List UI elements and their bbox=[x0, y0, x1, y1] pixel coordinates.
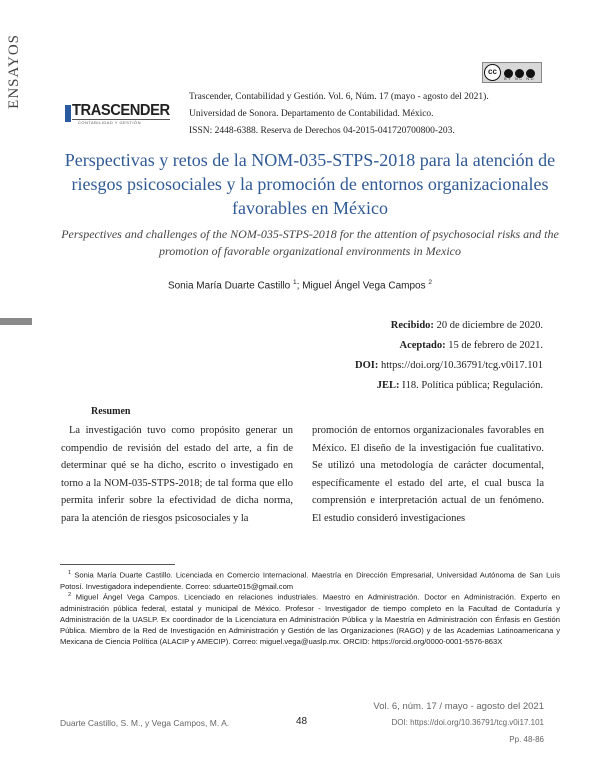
accepted-value: 15 de febrero de 2021. bbox=[448, 340, 543, 351]
footer-volume: Vol. 6, núm. 17 / mayo - agosto del 2021 bbox=[373, 701, 544, 712]
author-separator: ; bbox=[296, 280, 303, 292]
logo-tagline: CONTABILIDAD Y GESTIÓN bbox=[78, 120, 142, 125]
footnote-2-text: Miguel Ángel Vega Campos. Licenciado en relaciones industriales. Maestro en Administración. Doctor en Administración. Experto en administración pública federal, estatal y municipal de México. Profesor - Investigador de tiempo completo en la Facultad de Contaduría y Administración de la UASLP. Ex coordinador de la Licenciatura en Administración Pública y la Maestría en Administración con Énfasis en Gestión Pública. Miembro de la Red de Investigación en Administración y Gestión de las Organizaciones (RAGO) y de las Academias Latinoamericana y Mexicana de Ciencia Política (ALACIP y AMECIP). Correo: miguel.vega@uaslp.mx. ORCID: https://orcid.org/0000-0001-5576-863X bbox=[60, 592, 560, 646]
logo-mark-icon bbox=[65, 105, 71, 122]
doi-label: DOI: bbox=[355, 360, 379, 371]
jel-codes bbox=[377, 380, 543, 391]
license-icons bbox=[504, 65, 540, 75]
journal-info-line2: Universidad de Sonora. Departamento de Contabilidad. México. bbox=[189, 109, 434, 119]
received-label: Recibido: bbox=[390, 320, 434, 331]
page-number: 48 bbox=[296, 716, 308, 727]
section-marker bbox=[0, 318, 32, 325]
footer-doi[interactable]: DOI: https://doi.org/10.36791/tcg.v0i17.101 bbox=[391, 718, 544, 727]
footer-pages: Pp. 48-86 bbox=[509, 735, 544, 744]
cc-icon: cc bbox=[484, 64, 501, 81]
journal-info-line3: ISSN: 2448-6388. Reserva de Derechos 04-2015-041720700800-203. bbox=[189, 126, 455, 136]
footnote-divider bbox=[60, 564, 175, 565]
received-date bbox=[391, 320, 543, 331]
footer-citation: Duarte Castillo, S. M., y Vega Campos, M. A. bbox=[60, 718, 230, 728]
footnote-1-text: Sonia María Duarte Castillo. Licenciada en Comercio Internacional. Maestría en Dirección Empresarial, Universidad Autónoma de San Luis Potosí. Investigadora independiente. Correo: sduarte015@gmail.com bbox=[60, 570, 560, 591]
received-value: 20 de diciembre de 2020. bbox=[436, 320, 543, 331]
author-1: Sonia María Duarte Castillo bbox=[167, 280, 291, 292]
article-subtitle: Perspectives and challenges of the NOM-035-STPS-2018 for the attention of psychosocial risks and the promotion of favorable organizational environments in Mexico bbox=[61, 227, 559, 258]
license-badge[interactable] bbox=[482, 62, 542, 83]
abstract-column-2: promoción de entornos organizacionales favorables en México. El diseño de la investigación fue cualitativo. Se utilizó una metodología de carácter documental, específicamente el estado del arte, el cual busca la comprensión e interpretación actual de un fenómeno. El estudio consideró investigaciones bbox=[312, 425, 544, 524]
jel-value: I18. Política pública; Regulación. bbox=[402, 380, 543, 391]
section-label: ENSAYOS bbox=[6, 34, 22, 109]
abstract-heading: Resumen bbox=[91, 406, 131, 417]
journal-info-line1: Trascender, Contabilidad y Gestión. Vol. 6, Núm. 17 (mayo - agosto del 2021). bbox=[189, 92, 489, 102]
footnote-1 bbox=[60, 568, 560, 592]
accepted-date bbox=[400, 340, 543, 351]
author-2-footnote-ref[interactable]: 2 bbox=[428, 279, 433, 286]
article-title: Perspectivas y retos de la NOM-035-STPS-2018 para la atención de riesgos psicosociales y la promoción de entornos organizacionales favorables en México bbox=[64, 150, 556, 218]
footnote-2 bbox=[60, 590, 560, 647]
footnote-1-number: 1 bbox=[68, 570, 72, 576]
jel-label: JEL: bbox=[376, 380, 400, 391]
doi bbox=[355, 360, 543, 371]
author-2: Miguel Ángel Vega Campos bbox=[302, 280, 426, 292]
doi-link[interactable]: https://doi.org/10.36791/tcg.v0i17.101 bbox=[381, 360, 543, 371]
accepted-label: Aceptado: bbox=[399, 340, 446, 351]
logo-name: TRASCENDER bbox=[72, 102, 170, 119]
license-label: BY NC ND bbox=[504, 76, 536, 81]
author-1-footnote-ref[interactable]: 1 bbox=[293, 279, 297, 286]
abstract-column-1: La investigación tuvo como propósito generar un compendio de revisión del estado del arte, a fin de determinar qué se ha dicho, escrito o investigado en torno a la NOM-035-STPS-2018; de tal forma que ello permita inferir sobre la efectividad de dicha norma, para la atención de riesgos psicosociales y la bbox=[61, 425, 293, 524]
authors-line bbox=[0, 279, 600, 291]
journal-logo bbox=[62, 102, 172, 128]
footnote-2-number: 2 bbox=[68, 592, 72, 598]
